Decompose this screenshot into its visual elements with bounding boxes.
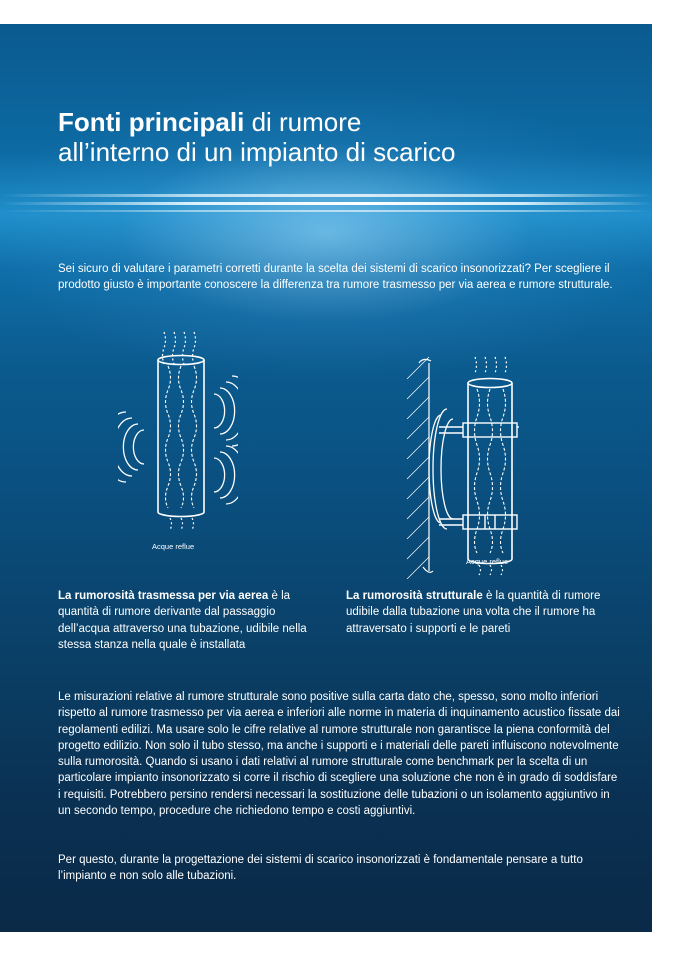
body-paragraph: Le misurazioni relative al rumore strutturale sono positive sulla carta dato che, spesso, sono molto inferiori rispetto al rumore trasmesso per via aerea e inferiori alle norme in materia di inquinamento acustico fissate dai regolamenti edilizi. Ma usare solo le cifre relative al rumore strutturale non garantisce la piena conformità del progetto edilizio. Non solo il tubo stesso, ma anche i supporti e i materiali delle pareti influiscono notevolmente sulla rumorosità. Quando si usano i dati relativi al rumore strutturale come benchmark per la scelta di un particolare impianto insonorizzato si corre il rischio di scegliere una soluzione che non è in grado di soddisfare i requisiti. Potrebbero persino rendersi necessari la sostituzione delle tubazioni o un isolamento aggiuntivo in un secondo tempo, procedure che richiedono tempo e costi aggiuntivi. [58,691,620,818]
flow-lines-bottom [170,518,194,530]
sound-wave-icon [118,376,238,504]
title-rest: di rumore [244,107,362,137]
structural-noise-diagram [405,349,525,579]
flow-lines-top [163,332,196,364]
flow-lines-top [475,357,507,373]
light-streak [0,202,652,205]
page-title [58,107,618,167]
flow-lines-bottom [479,565,503,575]
airborne-diagram-label: Acque reflue [152,542,195,551]
water-wave-lines [166,366,197,508]
airborne-noise-diagram [118,330,238,540]
airborne-caption-bold: La rumorosità trasmessa per via aerea [58,590,269,602]
airborne-caption-text: è la quantità di rumore derivante dal passaggio dell’acqua attraverso una tubazione, udibile nella stessa stanza nella quale è installata [58,590,307,651]
airborne-caption [58,588,320,653]
pipe-icon [158,356,204,517]
brochure-page [0,24,652,932]
structural-caption-bold: La rumorosità strutturale [346,590,483,602]
conclusion-paragraph: Per questo, durante la progettazione dei sistemi di scarico insonorizzati è fondamentale pensare a tutto l’impianto e non solo alle tubazioni. [58,854,583,883]
structural-caption [346,588,616,637]
structural-caption-text: è la quantità di rumore udibile dalla tubazione una volta che il rumore ha attraversato i supporti e le pareti [346,590,601,635]
intro-paragraph: Sei sicuro di valutare i parametri corretti durante la scelta dei sistemi di scarico insonorizzati? Per scegliere il prodotto giusto è importante conoscere la differenza tra rumore trasmesso per via aerea e rumore strutturale. [58,263,613,292]
title-line2: all’interno di un impianto di scarico [58,137,456,167]
light-streak [0,210,652,212]
title-bold: Fonti principali [58,107,245,137]
light-streak [0,194,652,197]
structural-diagram-label: Acque reflue [466,557,509,566]
